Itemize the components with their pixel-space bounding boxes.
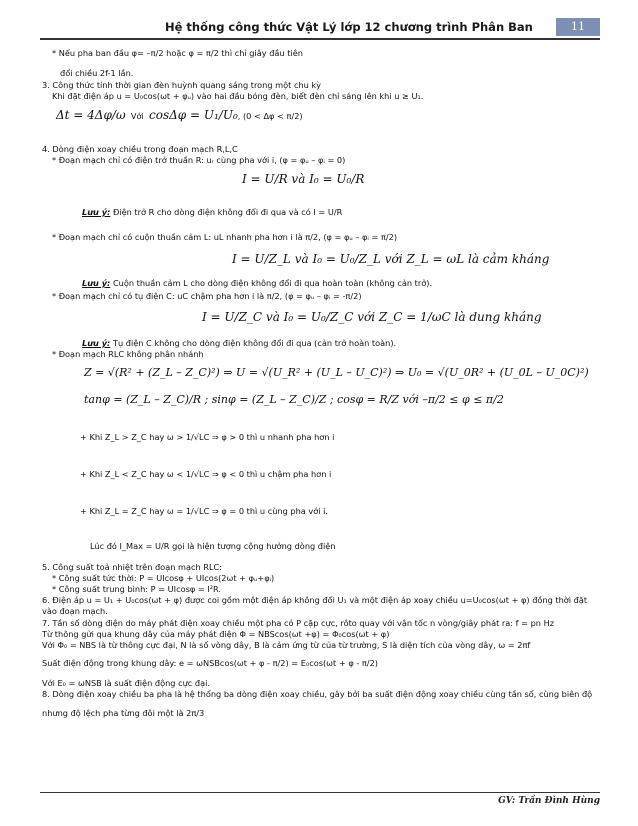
note-4b: Lưu ý: Cuộn thuần cảm L cho dòng điện không đổi đi qua hoàn toàn (không cản trở).	[82, 278, 433, 288]
section-8b: nhưng độ lệch pha từng đôi một là 2π/3	[42, 708, 205, 718]
formula-4a: I = U/R và I₀ = U₀/R	[242, 172, 365, 186]
section-5b: * Công suất trung bình: P = UIcosφ = I²R.	[52, 584, 222, 594]
formula-4b: I = U/Z_L và I₀ = U₀/Z_L với Z_L = ωL là cảm kháng	[232, 252, 550, 266]
formula-4c: I = U/Z_C và I₀ = U₀/Z_C với Z_C = 1/ωC là dung kháng	[202, 310, 542, 324]
section-4d-text: * Đoạn mạch RLC không phân nhánh	[52, 349, 204, 359]
section-4a-text: * Đoạn mạch chỉ có điện trở thuần R: uᵣ cùng pha với i, (φ = φᵤ – φᵢ = 0)	[52, 155, 346, 165]
section-5-heading: 5. Công suất toả nhiệt trên đoạn mạch RLC:	[42, 562, 223, 572]
section-7c: Với Φ₀ = NBS là từ thông cực đại, N là số vòng dây, B là cảm ứng từ của từ trường, S là diện tích của vòng dây, ω = 2πf	[42, 640, 531, 650]
section-7d: Suất điện động trong khung dây: e = ωNSBcos(ωt + φ - π/2) = E₀cos(ωt + φ - π/2)	[42, 658, 378, 668]
case-inductive: + Khi Z_L > Z_C hay ω > 1/√LC ⇒ φ > 0 thì u nhanh pha hơn i	[80, 432, 335, 442]
section-5a: * Công suất tức thời: P = UIcosφ + UIcos(2ωt + φᵤ+φᵢ)	[52, 573, 275, 583]
note-4a: Lưu ý: Điện trở R cho dòng điện không đổi đi qua và có I = U/R	[82, 207, 343, 217]
formula-phase: tanφ = (Z_L – Z_C)/R ; sinφ = (Z_L – Z_C)/Z ; cosφ = R/Z với –π/2 ≤ φ ≤ π/2	[84, 393, 504, 406]
section-4c-text: * Đoạn mạch chỉ có tụ điện C: uC chậm pha hơn i là π/2, (φ = φᵤ – φᵢ = -π/2)	[52, 291, 362, 301]
case-capacitive: + Khi Z_L < Z_C hay ω < 1/√LC ⇒ φ < 0 thì u chậm pha hơn i	[80, 469, 332, 479]
section-6b: vào đoạn mạch.	[42, 606, 108, 616]
section-4-heading: 4. Dòng điện xoay chiều trong đoạn mạch R,L,C	[42, 144, 238, 154]
section-7b: Từ thông gửi qua khung dây của máy phát điện Φ = NBScos(ωt +φ) = Φ₀cos(ωt + φ)	[42, 629, 390, 639]
footer-author: GV: Trần Đình Hùng	[498, 796, 600, 806]
footer-divider	[40, 792, 600, 793]
line-direction-change: đổi chiều 2f-1 lần.	[60, 68, 134, 78]
page-number: 11	[556, 18, 600, 36]
section-7e: Với E₀ = ωNSB là suất điện động cực đại.	[42, 678, 210, 688]
section-3-text: Khi đặt điện áp u = U₀cos(ωt + φᵤ) vào hai đầu bóng đèn, biết đèn chỉ sáng lên khi u ≥ U₁.	[52, 91, 424, 101]
formula-impedance: Z = √(R² + (Z_L – Z_C)²) ⇒ U = √(U_R² + (U_L – U_C)²) ⇒ U₀ = √(U_0R² + (U_0L – U_0C)²)	[84, 366, 589, 379]
header-title: Hệ thống công thức Vật Lý lớp 12 chương trình Phân Ban	[165, 20, 533, 34]
page-header	[40, 18, 600, 40]
section-3-heading: 3. Công thức tính thời gian đèn huỳnh quang sáng trong một chu kỳ	[42, 80, 322, 90]
section-7: 7. Tần số dòng điện do máy phát điện xoay chiều một pha có P cặp cực, rôto quay với vận tốc n vòng/giây phát ra: f = pn Hz	[42, 618, 555, 628]
case-resonance: + Khi Z_L = Z_C hay ω = 1/√LC ⇒ φ = 0 thì u cùng pha với i.	[80, 506, 328, 516]
section-6: 6. Điện áp u = U₁ + U₀cos(ωt + φ) được coi gồm một điện áp không đổi U₁ và một điện áp xoay chiều u=U₀cos(ωt + φ) đồng thời đặt	[42, 595, 588, 605]
resonance-text: Lúc đó I_Max = U/R gọi là hiện tượng cộng hưởng dòng điện	[90, 541, 336, 551]
note-4c: Lưu ý: Tụ điện C không cho dòng điện không đổi đi qua (cản trở hoàn toàn).	[82, 338, 397, 348]
formula-delta-t: Δt = 4Δφ/ω Với cosΔφ = U₁/U₀, (0 < Δφ < π/2)	[56, 108, 303, 122]
section-8: 8. Dòng điện xoay chiều ba pha là hệ thống ba dòng điện xoay chiều, gây bởi ba suất điện động xoay chiều cùng tần số, cùng biên độ	[42, 689, 593, 699]
line-initial-phase: * Nếu pha ban đầu φ= –π/2 hoặc φ = π/2 thì chỉ giây đầu tiên	[52, 48, 303, 58]
section-4b-text: * Đoạn mạch chỉ có cuộn thuần cảm L: uL nhanh pha hơn i là π/2, (φ = φᵤ – φᵢ = π/2)	[52, 232, 398, 242]
